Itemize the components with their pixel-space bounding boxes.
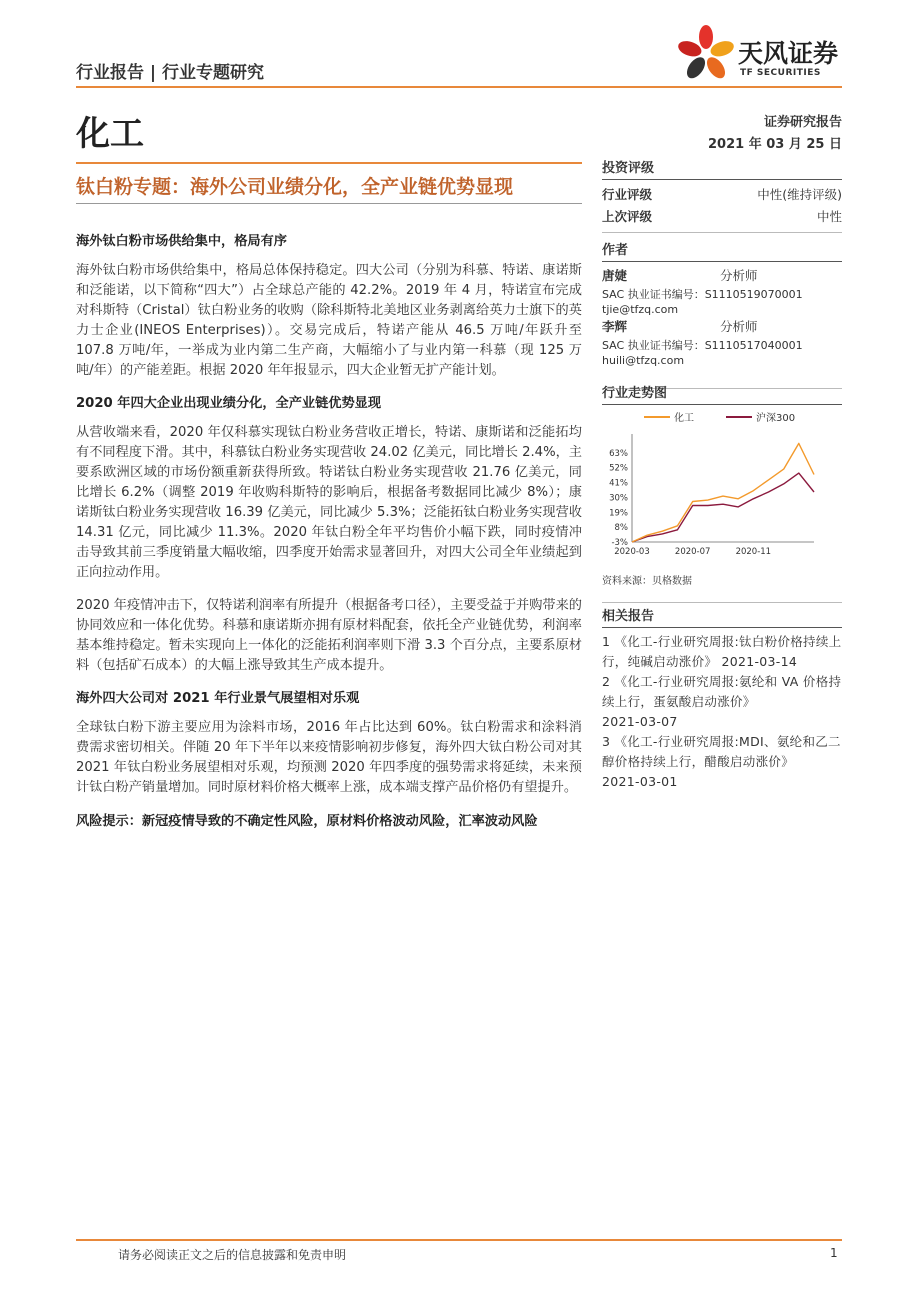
main-body	[76, 232, 582, 845]
author-role: 分析师	[720, 319, 758, 334]
y-tick-label: 30%	[609, 493, 628, 504]
rating-panel	[602, 157, 842, 233]
author-name: 唐婕	[602, 268, 628, 283]
section-heading: 海外四大公司对 2021 年行业景气展望相对乐观	[76, 691, 360, 706]
series-line-chem	[632, 443, 814, 542]
title-rule-top	[76, 162, 582, 164]
related-report-title[interactable]: 2 《化工-行业研究周报:氨纶和 VA 价格持续上行，蛋氨酸启动涨价》	[602, 674, 842, 709]
industry-rating-value: 中性(维持评级)	[757, 187, 842, 202]
section-paragraph: 全球钛白粉下游主要应用为涂料市场，2016 年占比达到 60%。钛白粉需求和涂料消费需求密切相关。伴随 20 年下半年以来疫情影响初步修复，海外四大钛白粉公司对其 2021 年钛白粉业务展望相对乐观，均预测 2020 年四季度的强势需求将延续，未来预计钛白粉产销量增加。同时原材料价格大概率上涨，成本端支撑产品价格仍有望提升。	[76, 720, 582, 795]
previous-rating-label: 上次评级	[602, 209, 653, 224]
divider	[602, 602, 842, 603]
trend-chart-svg	[602, 402, 842, 570]
y-tick-label: 8%	[614, 523, 628, 534]
logo-subtext: TF SECURITIES	[740, 68, 821, 78]
y-tick-label: 63%	[609, 448, 628, 459]
trend-heading: 行业走势图	[602, 382, 842, 405]
related-report-title[interactable]: 3 《化工-行业研究周报:MDI、氨纶和乙二醇价格持续上行，醋酸启动涨价》	[602, 734, 841, 769]
report-title: 钛白粉专题：海外公司业绩分化，全产业链优势显现	[76, 176, 514, 198]
industry-trend-chart	[602, 402, 842, 570]
related-panel	[602, 602, 842, 792]
rating-heading: 投资评级	[602, 157, 842, 180]
author-email[interactable]: huili@tfzq.com	[602, 354, 685, 367]
industry-rating-row	[602, 184, 842, 206]
report-category: 行业报告 | 行业专题研究	[76, 63, 265, 83]
industry-rating-label: 行业评级	[602, 187, 653, 202]
footer-rule	[76, 1239, 842, 1241]
author-email[interactable]: tjie@tfzq.com	[602, 303, 679, 316]
section-paragraph: 从营收端来看，2020 年仅科慕实现钛白粉业务营收正增长，特诺、康斯诺和泛能拓均有不同程度下滑。其中，科慕钛白粉业务实现营收 24.02 亿美元，同比增长 2.4%，主要系欧洲区域的市场份额重新获得所致。特诺钛白粉业务实现营收 21.76 亿美元，同比增长 6.2%（调整 2019 年收购科斯特的影响后，根据备考数据同比减少 8%）；康诺斯钛白粉业务实现营收 16.39 亿美元，同比减少 5.3%；泛能拓钛白粉业务实现营收 14.31 亿元，同比减少 11.3%。2020 年钛白粉全年平均售价小幅下跌，同时疫情冲击导致其前三季度销量大幅收缩，四季度开始需求显著回升，对四大公司全年业绩起到正向拉动作用。	[76, 425, 582, 580]
author-heading: 作者	[602, 239, 842, 262]
related-report-item[interactable]	[602, 672, 842, 732]
logo-petal-icon	[676, 22, 738, 84]
author-name: 李辉	[602, 319, 628, 334]
related-report-item[interactable]	[602, 632, 842, 672]
author-role: 分析师	[720, 268, 758, 283]
page-number: 1	[830, 1246, 838, 1260]
author-sac: SAC 执业证书编号：S1110519070001	[602, 288, 803, 301]
report-type: 证券研究报告	[763, 115, 842, 130]
company-logo	[676, 22, 846, 88]
previous-rating-value: 中性	[816, 209, 842, 224]
y-tick-label: 19%	[609, 508, 628, 519]
previous-rating-row	[602, 206, 842, 228]
risk-warning: 风险提示：新冠疫情导致的不确定性风险，原材料价格波动风险，汇率波动风险	[76, 814, 538, 829]
section-paragraph: 2020 年疫情冲击下，仅特诺利润率有所提升（根据备考口径），主要受益于并购带来的协同效应和一体化优势。科慕和康诺斯亦拥有原材料配套，依托全产业链优势，利润率基本维持稳定。暂未实现向上一体化的泛能拓利润率则下滑 3.3 个百分点，主要系原材料（包括矿石成本）的大幅上涨导致其生产成本提升。	[76, 598, 582, 673]
logo-text: 天风证券	[738, 39, 839, 68]
x-tick-label: 2020-07	[674, 547, 711, 557]
author-card	[602, 268, 842, 317]
related-report-date: 2021-03-07	[602, 714, 678, 729]
author-panel	[602, 239, 842, 389]
related-report-title[interactable]: 1 《化工-行业研究周报:钛白粉价格持续上行，纯碱启动涨价》	[602, 634, 842, 669]
sector-name: 化工	[76, 114, 144, 154]
header-rule	[76, 86, 842, 88]
divider	[602, 232, 842, 233]
author-sac: SAC 执业证书编号：S1110517040001	[602, 339, 803, 352]
section-paragraph: 海外钛白粉市场供给集中，格局总体保持稳定。四大公司（分别为科慕、特诺、康诺斯和泛能诺，以下简称“四大”）占全球总产能的 42.2%。2019 年 4 月，特诺宣布完成对科斯特（Cristal）钛白粉业务的收购（除科斯特北美地区业务剥离给英力士旗下的英力士企业(INEOS Enterprises)）。交易完成后，特诺产能从 46.5 万吨/年跃升至 107.8 万吨/年，一举成为业内第二生产商，大幅缩小了与业内第一科慕（现 125 万吨/年）的产能差距。根据 2020 年年报显示，四大企业暂无扩产能计划。	[76, 263, 582, 378]
y-tick-label: 41%	[609, 478, 628, 489]
related-heading: 相关报告	[602, 605, 842, 628]
x-tick-label: 2020-03	[614, 547, 650, 557]
section-heading: 海外钛白粉市场供给集中，格局有序	[76, 234, 287, 249]
related-report-date: 2021-03-01	[602, 774, 678, 789]
related-report-item[interactable]	[602, 732, 842, 792]
related-report-date: 2021-03-14	[721, 654, 798, 669]
footer-disclaimer: 请务必阅读正文之后的信息披露和免责申明	[118, 1248, 347, 1262]
report-date: 2021 年 03 月 25 日	[708, 137, 842, 152]
x-tick-label: 2020-11	[735, 547, 772, 557]
legend-label: 化工	[674, 413, 694, 424]
y-tick-label: 52%	[609, 463, 628, 474]
report-meta	[708, 112, 842, 156]
title-rule-bottom	[76, 203, 582, 204]
chart-source: 资料来源：贝格数据	[602, 576, 692, 587]
author-card	[602, 319, 842, 368]
section-heading: 2020 年四大企业出现业绩分化，全产业链优势显现	[76, 396, 382, 411]
legend-label: 沪深300	[756, 413, 796, 424]
y-tick-label: -3%	[611, 538, 628, 548]
